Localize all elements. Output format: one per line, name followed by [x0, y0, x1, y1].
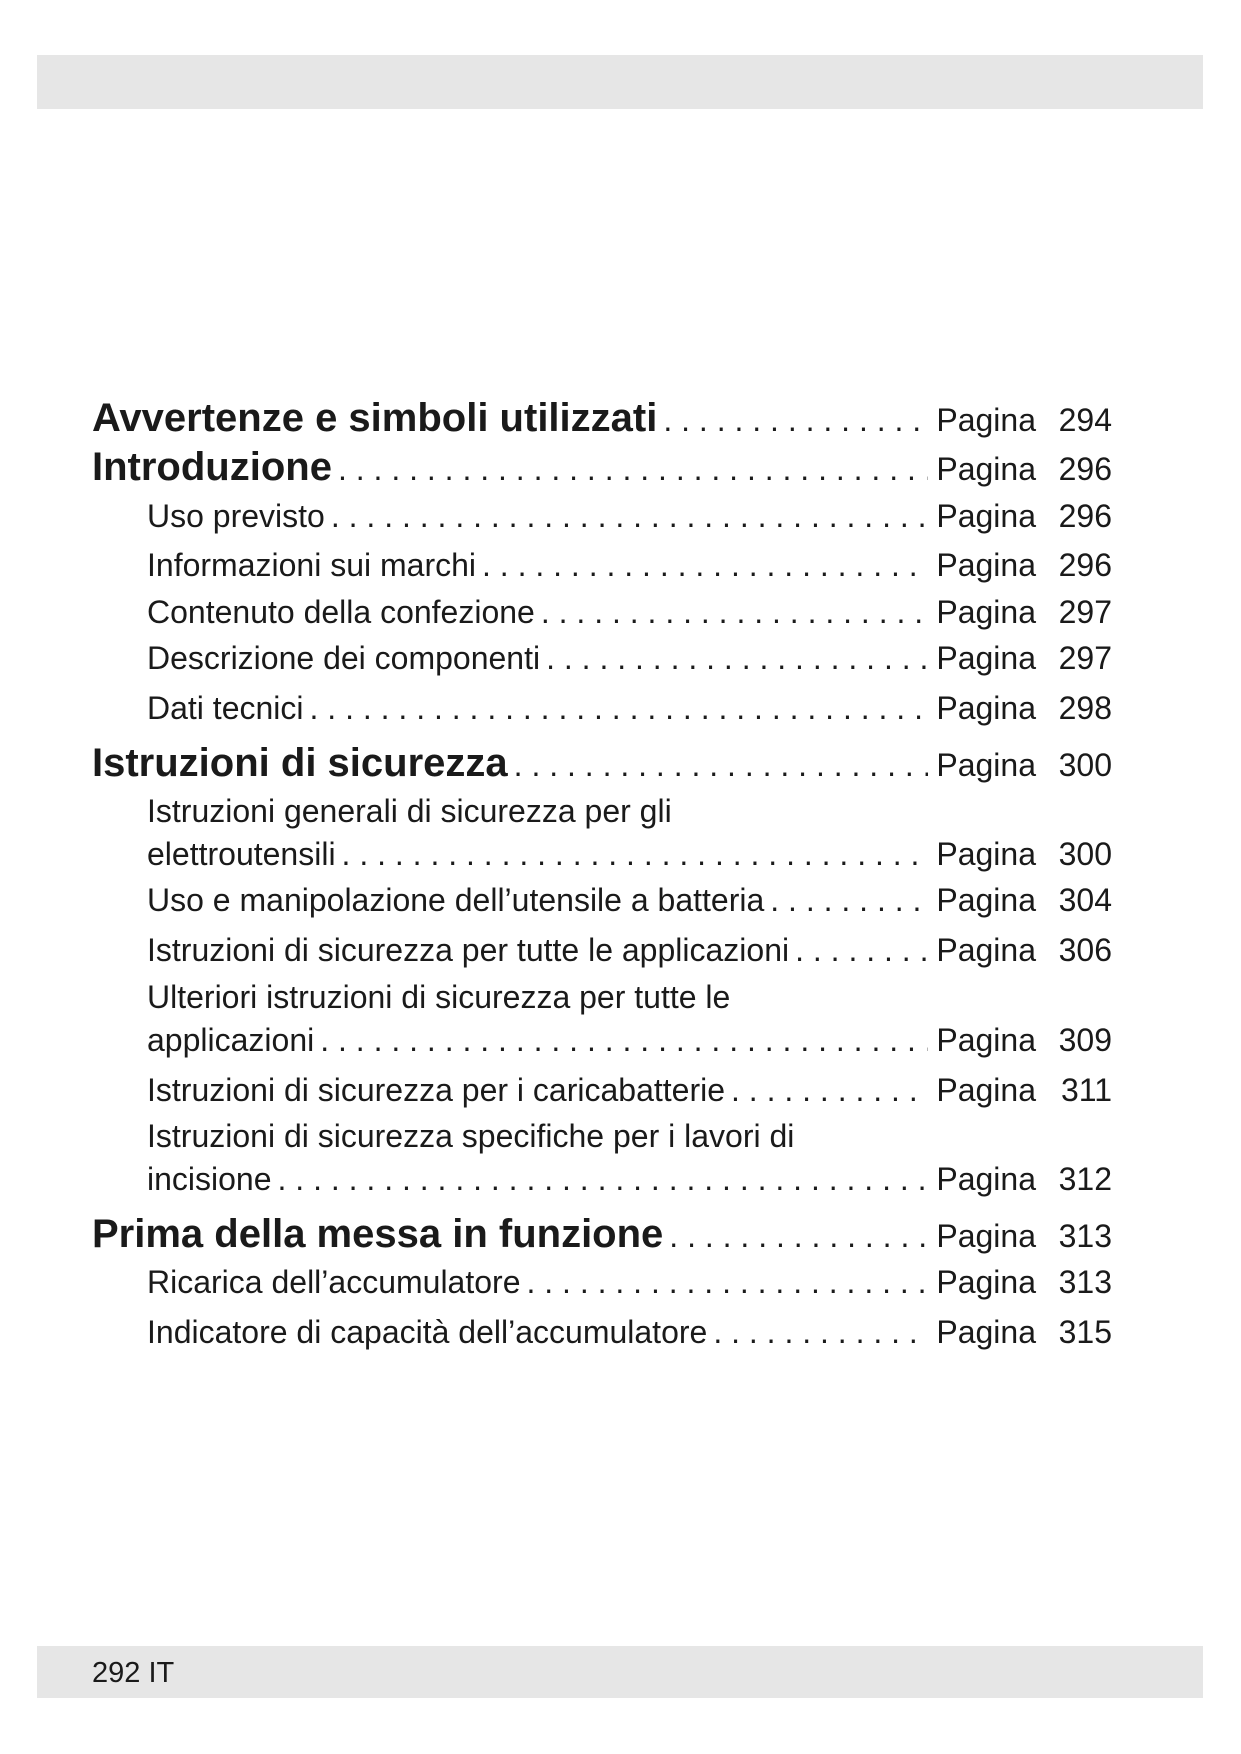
toc-dot-leader — [535, 592, 929, 632]
toc-page-number: 312 — [1058, 1161, 1112, 1197]
toc-entry-title: Informazioni sui marchi — [147, 547, 476, 583]
toc-entry[interactable] — [92, 688, 1112, 728]
toc-page-number: 304 — [1058, 882, 1112, 918]
toc-entry[interactable] — [92, 638, 1112, 678]
toc-page-number: 313 — [1058, 1218, 1112, 1254]
toc-entry-title: Istruzioni di sicurezza per i caricabatterie — [147, 1072, 726, 1108]
toc-page-number: 311 — [1060, 1072, 1112, 1108]
toc-entry[interactable] — [92, 1210, 1112, 1258]
toc-pagina-label: Pagina — [936, 498, 1036, 534]
toc-pagina-label: Pagina — [936, 1218, 1036, 1254]
toc-entry-title: Avvertenze e simboli utilizzati — [92, 396, 658, 440]
toc-entry[interactable] — [92, 880, 1112, 920]
toc-page-number: 309 — [1058, 1022, 1112, 1058]
toc-pagina-label: Pagina — [936, 451, 1036, 487]
toc-entry[interactable] — [92, 1312, 1112, 1352]
page-number: 292 IT — [92, 1657, 175, 1689]
toc-page-number: 298 — [1058, 690, 1112, 726]
toc-dot-leader — [520, 1262, 928, 1302]
toc-entry[interactable] — [92, 834, 1112, 874]
toc-entry[interactable] — [92, 930, 1112, 970]
toc-entry[interactable] — [92, 1262, 1112, 1302]
toc-dot-leader — [314, 1020, 928, 1060]
toc-dot-leader — [508, 741, 929, 789]
toc-pagina-label: Pagina — [936, 747, 1036, 783]
toc-pagina-label: Pagina — [936, 1022, 1036, 1058]
toc-page-number: 294 — [1058, 402, 1112, 438]
toc-page-number: 306 — [1058, 932, 1112, 968]
toc-entry-title: Prima della messa in funzione — [92, 1212, 664, 1256]
toc-entry-title: Uso e manipolazione dell’utensile a batteria — [147, 882, 765, 918]
toc-pagina-label: Pagina — [936, 690, 1036, 726]
toc-entry-title: Istruzioni di sicurezza per tutte le applicazioni — [147, 932, 790, 968]
toc-entry-title: applicazioni — [147, 1022, 315, 1058]
toc-pagina-label: Pagina — [936, 1072, 1036, 1108]
toc-entry-title: Ricarica dell’accumulatore — [147, 1264, 521, 1300]
toc-entry-title: Uso previsto — [147, 498, 325, 534]
toc-entry[interactable] — [92, 443, 1112, 491]
toc-entry[interactable] — [92, 1070, 1112, 1110]
toc-page-number: 297 — [1058, 640, 1112, 676]
toc-pagina-label: Pagina — [936, 547, 1036, 583]
toc-dot-leader — [476, 545, 928, 585]
toc-pagina-label: Pagina — [936, 932, 1036, 968]
toc-entry-title: incisione — [147, 1161, 272, 1197]
toc-pagina-label: Pagina — [936, 640, 1036, 676]
toc-page-number: 296 — [1058, 547, 1112, 583]
toc-dot-leader — [325, 496, 929, 536]
toc-dot-leader — [272, 1159, 929, 1199]
toc-dot-leader — [332, 445, 928, 493]
toc-page-number: 313 — [1058, 1264, 1112, 1300]
toc-entry[interactable] — [92, 1020, 1112, 1060]
toc-dot-leader — [657, 396, 928, 444]
toc-entry-title: elettroutensili — [147, 836, 336, 872]
toc-dot-leader — [725, 1070, 928, 1110]
toc-entry-title: Istruzioni di sicurezza — [92, 741, 508, 785]
toc-entry[interactable] — [92, 394, 1112, 442]
toc-entry[interactable] — [92, 496, 1112, 536]
toc-entry-title: Indicatore di capacità dell’accumulatore — [147, 1314, 708, 1350]
toc-dot-leader — [789, 930, 928, 970]
toc-pagina-label: Pagina — [936, 1314, 1036, 1350]
toc-dot-leader — [764, 880, 928, 920]
toc-entry-title: Introduzione — [92, 445, 332, 489]
toc-dot-leader — [304, 688, 929, 728]
toc-page-number: 300 — [1058, 836, 1112, 872]
toc-entry[interactable] — [92, 1159, 1112, 1199]
toc-entry-title: Contenuto della confezione — [147, 594, 535, 630]
footer-band — [37, 1646, 1203, 1698]
toc-entry[interactable] — [92, 739, 1112, 787]
toc-entry[interactable] — [92, 592, 1112, 632]
toc-page-number: 315 — [1058, 1314, 1112, 1350]
toc-page-number: 296 — [1058, 498, 1112, 534]
toc-dot-leader — [540, 638, 928, 678]
toc-entry-title: Descrizione dei componenti — [147, 640, 541, 676]
toc-pagina-label: Pagina — [936, 836, 1036, 872]
toc-dot-leader — [707, 1312, 928, 1352]
toc-entry-title-line1: Istruzioni di sicurezza specifiche per i lavori di — [147, 1118, 795, 1154]
toc-entry-title-line1: Istruzioni generali di sicurezza per gli — [147, 793, 672, 829]
toc-entry-title-line1: Ulteriori istruzioni di sicurezza per tutte le — [147, 979, 731, 1015]
toc-entry-title: Dati tecnici — [147, 690, 304, 726]
header-band — [37, 55, 1203, 109]
toc-pagina-label: Pagina — [936, 402, 1036, 438]
toc-pagina-label: Pagina — [936, 594, 1036, 630]
toc-page-number: 300 — [1058, 747, 1112, 783]
toc-pagina-label: Pagina — [936, 882, 1036, 918]
toc-pagina-label: Pagina — [936, 1161, 1036, 1197]
toc-dot-leader — [336, 834, 929, 874]
toc-entry[interactable] — [92, 545, 1112, 585]
toc-pagina-label: Pagina — [936, 1264, 1036, 1300]
toc-page-number: 297 — [1058, 594, 1112, 630]
toc-dot-leader — [663, 1212, 928, 1260]
toc-page-number: 296 — [1058, 451, 1112, 487]
